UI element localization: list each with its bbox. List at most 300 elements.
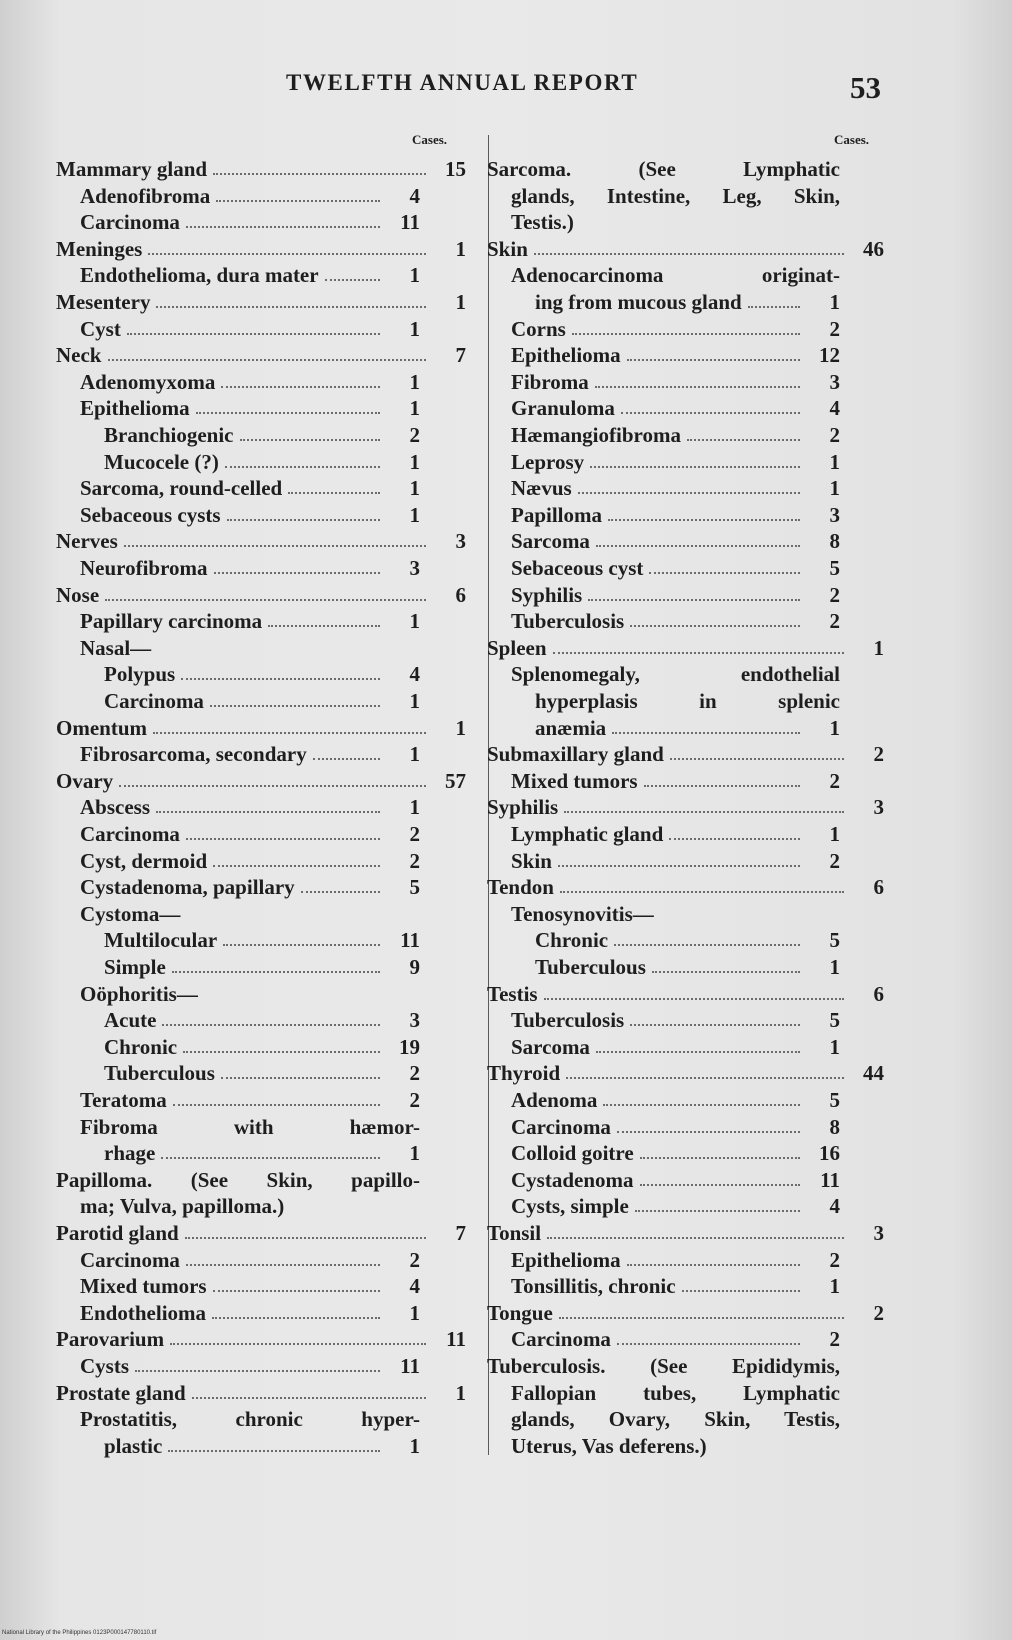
entry-label: Nose bbox=[56, 582, 100, 607]
index-entry-cysts bbox=[80, 1353, 420, 1379]
entry-label: Adenomyxoma bbox=[80, 369, 216, 394]
dot-leader bbox=[170, 1343, 426, 1345]
index-entry-plastic bbox=[104, 1433, 420, 1459]
index-entry-tuberculosis bbox=[511, 1007, 840, 1033]
index-entry-nose bbox=[56, 582, 466, 608]
entry-label: Epithelioma bbox=[511, 343, 621, 368]
dot-leader bbox=[627, 359, 800, 361]
index-entry-submaxillary-gland bbox=[487, 741, 884, 767]
entry-label: Omentum bbox=[56, 715, 147, 740]
entry-label: Spleen bbox=[487, 635, 547, 660]
dot-leader bbox=[223, 944, 380, 946]
entry-count: 19 bbox=[399, 1034, 420, 1059]
entry-label: Mixed tumors bbox=[511, 768, 638, 793]
entry-label: Endothelioma, dura mater bbox=[80, 263, 319, 288]
dot-leader bbox=[534, 253, 844, 255]
dot-leader bbox=[652, 971, 800, 973]
index-entry-omentum bbox=[56, 715, 466, 741]
index-entry-tonsil bbox=[487, 1220, 884, 1246]
entry-label: Hæmangiofibroma bbox=[511, 423, 681, 447]
index-entry-adenoma bbox=[511, 1087, 840, 1113]
index-entry-endothelioma-dura-mater bbox=[80, 262, 420, 288]
index-entry-mixed-tumors bbox=[511, 768, 840, 794]
index-entry-cysts-simple bbox=[511, 1193, 840, 1219]
index-entry-syphilis bbox=[511, 582, 840, 608]
dot-leader bbox=[210, 705, 380, 707]
entry-label: Epithelioma bbox=[80, 396, 190, 421]
entry-total: 57 bbox=[445, 768, 466, 793]
index-entry-adenocarcinoma-originat bbox=[511, 262, 840, 288]
dot-leader bbox=[614, 944, 800, 946]
index-entry-neurofibroma bbox=[80, 555, 420, 581]
entry-label: Tongue bbox=[487, 1300, 553, 1325]
dot-leader bbox=[670, 758, 844, 760]
entry-count: 11 bbox=[400, 1354, 420, 1378]
dot-leader bbox=[168, 1450, 380, 1452]
dot-leader bbox=[156, 811, 380, 813]
entry-label: Cysts bbox=[80, 1354, 130, 1378]
entry-total: 6 bbox=[873, 875, 884, 900]
dot-leader bbox=[183, 1051, 380, 1053]
entry-count: 1 bbox=[829, 822, 840, 846]
entry-count: 2 bbox=[829, 316, 840, 341]
dot-leader bbox=[748, 306, 800, 308]
entry-label: Mesentery bbox=[56, 290, 151, 314]
dot-leader bbox=[630, 1024, 800, 1026]
entry-label: Uterus, Vas deferens.) bbox=[511, 1433, 707, 1458]
page-title: TWELFTH ANNUAL REPORT bbox=[286, 70, 639, 95]
index-entry-tendon bbox=[487, 874, 884, 900]
entry-count: 11 bbox=[820, 1167, 840, 1192]
dot-leader bbox=[558, 865, 800, 867]
index-entry-colloid-goitre bbox=[511, 1140, 840, 1166]
dot-leader bbox=[227, 519, 380, 521]
index-entry-neck bbox=[56, 342, 466, 368]
index-entry-corns bbox=[511, 316, 840, 342]
index-entry-rhage bbox=[104, 1140, 420, 1166]
dot-leader bbox=[156, 306, 426, 308]
entry-label: Thyroid bbox=[487, 1061, 561, 1086]
dot-leader bbox=[214, 572, 380, 574]
index-entry-carcinoma bbox=[80, 1247, 420, 1273]
entry-count: 2 bbox=[829, 1327, 840, 1352]
entry-label: Tendon bbox=[487, 875, 554, 900]
index-entry-multilocular bbox=[104, 927, 420, 953]
entry-count: 1 bbox=[409, 742, 420, 767]
index-entry-simple bbox=[104, 954, 420, 980]
entry-total: 2 bbox=[873, 742, 884, 767]
entry-label: Teratoma bbox=[80, 1088, 167, 1112]
entry-label: Papilloma. (See Skin, papillo- bbox=[56, 1167, 420, 1192]
dot-leader bbox=[649, 572, 800, 574]
entry-total: 6 bbox=[873, 981, 884, 1006]
index-entry-skin bbox=[511, 848, 840, 874]
entry-label: Granuloma bbox=[511, 396, 615, 421]
index-entry-fibroma bbox=[511, 369, 840, 395]
dot-leader bbox=[560, 891, 844, 893]
entry-total: 2 bbox=[873, 1300, 884, 1325]
index-entry-abscess bbox=[80, 794, 420, 820]
entry-label: Prostatitis, chronic hyper- bbox=[80, 1407, 420, 1432]
dot-leader bbox=[172, 971, 380, 973]
entry-count: 1 bbox=[409, 795, 420, 820]
entry-count: 2 bbox=[829, 609, 840, 634]
dot-leader bbox=[213, 1290, 380, 1292]
dot-leader bbox=[627, 1264, 800, 1266]
dot-leader bbox=[544, 998, 844, 1000]
index-entry-nasal bbox=[80, 635, 420, 661]
index-entry-h-mangiofibroma bbox=[511, 422, 840, 448]
entry-total: 3 bbox=[873, 1221, 884, 1245]
dot-leader bbox=[196, 412, 380, 414]
dot-leader bbox=[617, 1343, 800, 1345]
dot-leader bbox=[135, 1370, 380, 1372]
dot-leader bbox=[186, 1264, 380, 1266]
dot-leader bbox=[213, 865, 380, 867]
entry-label: Carcinoma bbox=[80, 822, 180, 846]
index-entry-sarcoma-round-celled bbox=[80, 475, 420, 501]
entry-total: 1 bbox=[455, 236, 466, 261]
entry-count: 11 bbox=[400, 210, 420, 235]
dot-leader bbox=[595, 386, 800, 388]
index-entry-carcinoma bbox=[104, 688, 420, 714]
entry-label: Tuberculosis bbox=[511, 1008, 625, 1033]
entry-label: Fibroma with hæmor- bbox=[80, 1114, 420, 1139]
entry-count: 3 bbox=[409, 556, 420, 580]
entry-count: 1 bbox=[409, 396, 420, 421]
index-entry-tuberculous bbox=[104, 1060, 420, 1086]
entry-count: 2 bbox=[409, 822, 420, 846]
dot-leader bbox=[105, 599, 426, 601]
entry-label: Fibrosarcoma, secondary bbox=[80, 742, 307, 767]
index-entry-tuberculosis bbox=[511, 608, 840, 634]
entry-total: 3 bbox=[873, 795, 884, 820]
entry-label: Branchiogenic bbox=[104, 423, 234, 447]
dot-leader bbox=[608, 519, 800, 521]
entry-label: Epithelioma bbox=[511, 1247, 621, 1272]
entry-count: 2 bbox=[409, 848, 420, 873]
entry-count: 2 bbox=[829, 1247, 840, 1272]
index-entry-fibrosarcoma-secondary bbox=[80, 741, 420, 767]
dot-leader bbox=[603, 1104, 800, 1106]
entry-count: 1 bbox=[829, 1274, 840, 1299]
index-entry-thyroid bbox=[487, 1060, 884, 1086]
entry-total: 1 bbox=[873, 635, 884, 660]
entry-total: 1 bbox=[455, 1380, 466, 1405]
index-entry-fibroma-with-h-mor bbox=[80, 1114, 420, 1140]
entry-label: Submaxillary gland bbox=[487, 742, 664, 767]
entry-count: 5 bbox=[829, 928, 840, 953]
entry-label: Oöphoritis— bbox=[80, 981, 198, 1006]
entry-label: Tuberculous bbox=[104, 1061, 215, 1086]
entry-label: plastic bbox=[104, 1433, 163, 1458]
entry-label: glands, Intestine, Leg, Skin, bbox=[511, 183, 840, 208]
entry-label: Nerves bbox=[56, 529, 118, 554]
dot-leader bbox=[313, 758, 380, 760]
entry-label: Sarcoma bbox=[511, 529, 590, 554]
index-entry-carcinoma bbox=[511, 1326, 840, 1352]
entry-total: 44 bbox=[863, 1061, 884, 1086]
entry-count: 8 bbox=[829, 529, 840, 554]
entry-count: 2 bbox=[829, 582, 840, 607]
entry-total: 15 bbox=[445, 157, 466, 181]
dot-leader bbox=[630, 625, 800, 627]
dot-leader bbox=[682, 1290, 800, 1292]
entry-count: 11 bbox=[400, 928, 420, 953]
index-entry-cystadenoma bbox=[511, 1167, 840, 1193]
entry-count: 4 bbox=[409, 662, 420, 687]
entry-count: 1 bbox=[409, 502, 420, 527]
index-entry-cyst bbox=[80, 316, 420, 342]
entry-label: Prostate gland bbox=[56, 1380, 186, 1405]
entry-label: Tuberculous bbox=[535, 955, 646, 979]
index-entry-mesentery bbox=[56, 289, 466, 315]
entry-total: 1 bbox=[455, 290, 466, 314]
index-entry-skin bbox=[487, 236, 884, 262]
entry-count: 1 bbox=[829, 1034, 840, 1059]
entry-label: Neurofibroma bbox=[80, 556, 208, 580]
index-entry-ing-from-mucous-gland bbox=[535, 289, 840, 315]
dot-leader bbox=[173, 1104, 380, 1106]
entry-count: 1 bbox=[409, 316, 420, 341]
dot-leader bbox=[124, 545, 426, 547]
index-entry-syphilis bbox=[487, 794, 884, 820]
dot-leader bbox=[566, 1077, 844, 1079]
entry-count: 1 bbox=[409, 689, 420, 713]
index-entry-acute bbox=[104, 1007, 420, 1033]
entry-total: 3 bbox=[455, 529, 466, 554]
entry-label: Sebaceous cyst bbox=[511, 556, 644, 580]
dot-leader bbox=[687, 439, 800, 441]
entry-label: Carcinoma bbox=[80, 1247, 180, 1272]
entry-label: Adenofibroma bbox=[80, 183, 211, 208]
entry-count: 1 bbox=[829, 290, 840, 314]
entry-label: Testis.) bbox=[511, 210, 574, 235]
dot-leader bbox=[612, 732, 800, 734]
entry-label: Simple bbox=[104, 955, 166, 979]
dot-leader bbox=[564, 811, 844, 813]
dot-leader bbox=[640, 1184, 800, 1186]
dot-leader bbox=[288, 492, 380, 494]
index-entry-spleen bbox=[487, 635, 884, 661]
entry-label: Tonsil bbox=[487, 1221, 542, 1245]
dot-leader bbox=[186, 226, 380, 228]
dot-leader bbox=[161, 1157, 380, 1159]
dot-leader bbox=[240, 439, 381, 441]
entry-label: Tenosynovitis— bbox=[511, 901, 654, 926]
index-entry-mammary-gland bbox=[56, 156, 466, 182]
index-entry-prostatitis-chronic-hyper bbox=[80, 1406, 420, 1432]
dot-leader bbox=[640, 1157, 800, 1159]
entry-label: glands, Ovary, Skin, Testis, bbox=[511, 1407, 840, 1432]
index-entry-ma-vulva-papilloma bbox=[80, 1193, 420, 1219]
entry-label: Cystoma— bbox=[80, 901, 181, 926]
index-entry-tuberculosis bbox=[487, 1353, 840, 1379]
entry-label: Skin bbox=[511, 848, 552, 873]
dot-leader bbox=[127, 333, 380, 335]
entry-label: Adenocarcinoma originat- bbox=[511, 263, 840, 288]
entry-count: 1 bbox=[409, 369, 420, 394]
entry-label: Syphilis bbox=[511, 582, 583, 607]
entry-label: Skin bbox=[487, 236, 528, 261]
footer-source: National Library of the Philippines 0123P000147780110.tif bbox=[2, 1630, 157, 1636]
dot-leader bbox=[547, 1237, 844, 1239]
entry-count: 1 bbox=[409, 476, 420, 501]
entry-count: 2 bbox=[409, 1247, 420, 1272]
entry-label: Corns bbox=[511, 316, 566, 341]
entry-label: Multilocular bbox=[104, 928, 218, 953]
entry-count: 9 bbox=[409, 955, 420, 979]
index-entry-cyst-dermoid bbox=[80, 848, 420, 874]
dot-leader bbox=[148, 253, 426, 255]
index-entry-hyperplasis-in-splenic bbox=[535, 688, 840, 714]
index-entry-sarcoma bbox=[511, 528, 840, 554]
index-entry-tenosynovitis bbox=[511, 901, 840, 927]
entry-count: 2 bbox=[409, 423, 420, 447]
entry-label: Sarcoma, round-celled bbox=[80, 476, 283, 501]
index-entry-branchiogenic bbox=[104, 422, 420, 448]
dot-leader bbox=[617, 1131, 800, 1133]
index-entry-prostate-gland bbox=[56, 1380, 466, 1406]
dot-leader bbox=[553, 652, 844, 654]
index-entry-tongue bbox=[487, 1300, 884, 1326]
entry-count: 1 bbox=[829, 715, 840, 740]
index-entry-teratoma bbox=[80, 1087, 420, 1113]
index-entry-ovary bbox=[56, 768, 466, 794]
entry-label: Sebaceous cysts bbox=[80, 502, 221, 527]
entry-total: 7 bbox=[455, 1221, 466, 1245]
index-entry-n-vus bbox=[511, 475, 840, 501]
entry-label: Mammary gland bbox=[56, 157, 208, 181]
entry-label: Leprosy bbox=[511, 449, 585, 474]
index-entry-nerves bbox=[56, 528, 466, 554]
entry-label: Neck bbox=[56, 343, 102, 368]
dot-leader bbox=[186, 838, 380, 840]
entry-count: 4 bbox=[409, 183, 420, 208]
index-entry-carcinoma bbox=[80, 821, 420, 847]
dot-leader bbox=[153, 732, 426, 734]
index-entry-epithelioma bbox=[511, 342, 840, 368]
entry-label: Lymphatic gland bbox=[511, 822, 664, 846]
entry-label: Nasal— bbox=[80, 635, 152, 660]
entry-total: 6 bbox=[455, 582, 466, 607]
entry-label: Fallopian tubes, Lymphatic bbox=[511, 1380, 840, 1405]
dot-leader bbox=[301, 891, 380, 893]
index-entry-glands-ovary-skin-testis bbox=[511, 1406, 840, 1432]
index-entry-sebaceous-cysts bbox=[80, 502, 420, 528]
entry-label: Colloid goitre bbox=[511, 1141, 634, 1166]
entry-count: 2 bbox=[829, 768, 840, 793]
entry-label: Cystadenoma bbox=[511, 1167, 634, 1192]
index-entry-cystoma bbox=[80, 901, 420, 927]
entry-count: 1 bbox=[829, 476, 840, 501]
dot-leader bbox=[119, 785, 426, 787]
entry-label: Tuberculosis bbox=[511, 609, 625, 634]
entry-label: ma; Vulva, papilloma.) bbox=[80, 1194, 285, 1219]
cases-label-right: Cases. bbox=[834, 132, 870, 147]
entry-total: 1 bbox=[455, 715, 466, 740]
entry-label: Meninges bbox=[56, 236, 143, 261]
entry-label: Papillary carcinoma bbox=[80, 609, 263, 634]
index-entry-chronic bbox=[104, 1034, 420, 1060]
entry-count: 5 bbox=[829, 1088, 840, 1112]
entry-count: 5 bbox=[409, 875, 420, 900]
dot-leader bbox=[108, 359, 427, 361]
dot-leader bbox=[669, 838, 800, 840]
entry-count: 12 bbox=[819, 343, 840, 368]
index-entry-sarcoma bbox=[487, 156, 840, 182]
entry-label: Polypus bbox=[104, 662, 176, 687]
entry-label: Cyst, dermoid bbox=[80, 848, 208, 873]
index-entry-tuberculous bbox=[535, 954, 840, 980]
dot-leader bbox=[559, 1317, 844, 1319]
dot-leader bbox=[221, 386, 380, 388]
entry-label: Abscess bbox=[80, 795, 151, 820]
dot-leader bbox=[268, 625, 380, 627]
index-entry-o-phoritis bbox=[80, 981, 420, 1007]
entry-label: Parovarium bbox=[56, 1327, 165, 1352]
entry-label: Carcinoma bbox=[104, 689, 204, 713]
entry-count: 2 bbox=[829, 848, 840, 873]
entry-label: Acute bbox=[104, 1008, 157, 1033]
index-entry-chronic bbox=[535, 927, 840, 953]
entry-total: 46 bbox=[863, 236, 884, 261]
index-entry-papillary-carcinoma bbox=[80, 608, 420, 634]
index-entry-papilloma bbox=[511, 502, 840, 528]
entry-label: Parotid gland bbox=[56, 1221, 179, 1245]
entry-label: Sarcoma. (See Lymphatic bbox=[487, 157, 840, 181]
dot-leader bbox=[216, 200, 380, 202]
entry-label: Ovary bbox=[56, 768, 114, 793]
index-entry-endothelioma bbox=[80, 1300, 420, 1326]
entry-count: 3 bbox=[409, 1008, 420, 1033]
index-entry-leprosy bbox=[511, 449, 840, 475]
entry-count: 2 bbox=[409, 1061, 420, 1086]
entry-label: Cysts, simple bbox=[511, 1194, 629, 1219]
index-entry-lymphatic-gland bbox=[511, 821, 840, 847]
entry-total: 11 bbox=[446, 1327, 466, 1352]
entry-label: Fibroma bbox=[511, 369, 589, 394]
entry-label: Chronic bbox=[535, 928, 609, 953]
entry-count: 5 bbox=[829, 556, 840, 580]
dot-leader bbox=[162, 1024, 380, 1026]
entry-count: 1 bbox=[409, 449, 420, 474]
dot-leader bbox=[644, 785, 800, 787]
entry-label: Mixed tumors bbox=[80, 1274, 207, 1299]
entry-count: 1 bbox=[409, 1141, 420, 1166]
dot-leader bbox=[181, 678, 380, 680]
dot-leader bbox=[588, 599, 800, 601]
entry-count: 3 bbox=[829, 369, 840, 394]
dot-leader bbox=[221, 1077, 380, 1079]
entry-total: 7 bbox=[455, 343, 466, 368]
entry-count: 4 bbox=[829, 1194, 840, 1219]
entry-label: Carcinoma bbox=[80, 210, 180, 235]
entry-label: Sarcoma bbox=[511, 1034, 590, 1059]
entry-label: Nævus bbox=[511, 476, 572, 501]
entry-label: Tonsillitis, chronic bbox=[511, 1274, 676, 1299]
entry-label: Mucocele (?) bbox=[104, 449, 219, 474]
entry-label: Endothelioma bbox=[80, 1300, 207, 1325]
index-entry-parotid-gland bbox=[56, 1220, 466, 1246]
index-entry-fallopian-tubes-lymphatic bbox=[511, 1380, 840, 1406]
entry-count: 1 bbox=[409, 1300, 420, 1325]
entry-count: 4 bbox=[829, 396, 840, 421]
index-entry-sarcoma bbox=[511, 1034, 840, 1060]
entry-label: Syphilis bbox=[487, 795, 559, 820]
index-entry-epithelioma bbox=[80, 395, 420, 421]
entry-label: Carcinoma bbox=[511, 1327, 611, 1352]
